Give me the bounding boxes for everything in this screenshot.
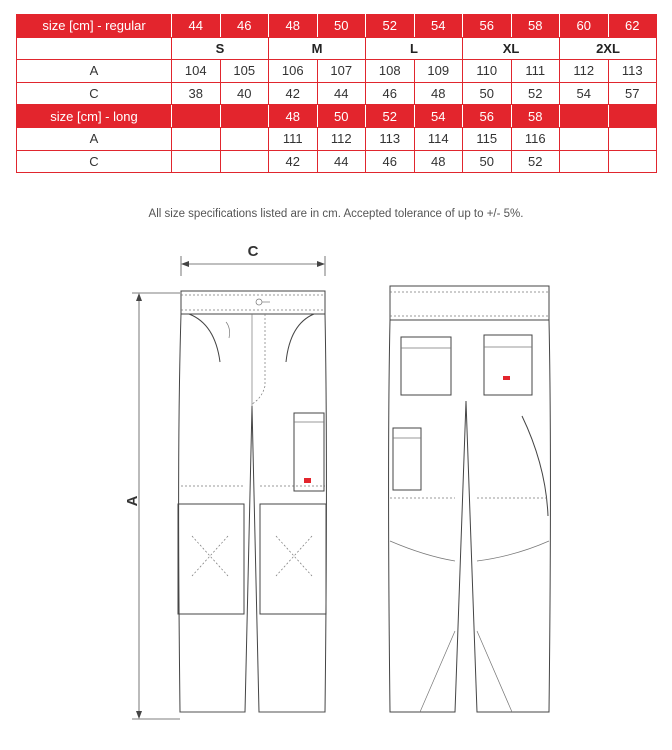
table-cell: 48	[414, 150, 463, 173]
table-cell: 40	[220, 82, 269, 105]
back-label-tag	[503, 376, 510, 380]
regular-size-label: size [cm] - regular	[17, 15, 172, 38]
table-cell	[172, 150, 221, 173]
row-label: C	[17, 82, 172, 105]
table-cell: 110	[463, 60, 512, 83]
table-cell	[608, 127, 657, 150]
table-cell: 111	[511, 60, 560, 83]
size-group-cell: 2XL	[560, 37, 657, 60]
row-label: A	[17, 127, 172, 150]
size-group-cell: S	[172, 37, 269, 60]
regular-size-header-row	[17, 15, 657, 38]
long-size-cell: 56	[463, 105, 512, 128]
table-cell	[608, 150, 657, 173]
table-cell	[172, 127, 221, 150]
long-size-header-row	[17, 105, 657, 128]
regular-a-row	[17, 60, 657, 83]
table-cell: 50	[463, 150, 512, 173]
regular-size-cell: 54	[414, 15, 463, 38]
table-cell: 38	[172, 82, 221, 105]
regular-size-cell: 46	[220, 15, 269, 38]
long-size-cell	[608, 105, 657, 128]
table-cell: 42	[269, 82, 318, 105]
table-cell: 115	[463, 127, 512, 150]
size-group-cell: XL	[463, 37, 560, 60]
front-label-tag	[304, 478, 311, 483]
long-size-cell	[172, 105, 221, 128]
table-cell: 106	[269, 60, 318, 83]
table-cell	[220, 150, 269, 173]
size-group-empty-cell	[17, 37, 172, 60]
long-size-cell: 58	[511, 105, 560, 128]
table-cell: 52	[511, 82, 560, 105]
table-cell: 112	[560, 60, 609, 83]
table-cell: 116	[511, 127, 560, 150]
table-cell: 107	[317, 60, 366, 83]
dimension-a-label: A	[124, 495, 141, 507]
long-size-cell: 52	[366, 105, 415, 128]
regular-size-cell: 56	[463, 15, 512, 38]
regular-c-row	[17, 82, 657, 105]
table-cell: 113	[608, 60, 657, 83]
regular-size-cell: 58	[511, 15, 560, 38]
long-size-cell: 48	[269, 105, 318, 128]
table-cell: 46	[366, 82, 415, 105]
table-cell: 104	[172, 60, 221, 83]
size-group-cell: L	[366, 37, 463, 60]
size-table	[16, 14, 657, 173]
regular-size-cell: 62	[608, 15, 657, 38]
long-size-cell	[560, 105, 609, 128]
front-view-trousers	[178, 291, 327, 712]
table-cell: 44	[317, 150, 366, 173]
table-cell: 54	[560, 82, 609, 105]
long-size-label: size [cm] - long	[17, 105, 172, 128]
regular-size-cell: 44	[172, 15, 221, 38]
dimension-c-label: C	[247, 243, 259, 260]
table-cell: 52	[511, 150, 560, 173]
table-cell: 113	[366, 127, 415, 150]
table-cell: 111	[269, 127, 318, 150]
table-cell: 46	[366, 150, 415, 173]
long-size-cell	[220, 105, 269, 128]
size-group-row	[17, 37, 657, 60]
table-cell: 108	[366, 60, 415, 83]
row-label: C	[17, 150, 172, 173]
table-cell: 50	[463, 82, 512, 105]
dimension-a	[124, 293, 180, 719]
back-view-trousers	[389, 286, 551, 712]
table-cell: 105	[220, 60, 269, 83]
trousers-technical-drawing	[0, 236, 672, 746]
regular-size-cell: 52	[366, 15, 415, 38]
regular-size-cell: 60	[560, 15, 609, 38]
table-cell	[560, 127, 609, 150]
table-cell: 114	[414, 127, 463, 150]
table-cell	[560, 150, 609, 173]
long-c-row	[17, 150, 657, 173]
table-cell: 112	[317, 127, 366, 150]
dimension-c	[181, 243, 325, 276]
size-group-cell: M	[269, 37, 366, 60]
row-label: A	[17, 60, 172, 83]
table-cell: 44	[317, 82, 366, 105]
long-size-cell: 50	[317, 105, 366, 128]
tolerance-note: All size specifications listed are in cm. Accepted tolerance of up to +/- 5%.	[148, 208, 524, 220]
table-cell: 48	[414, 82, 463, 105]
table-cell: 109	[414, 60, 463, 83]
table-cell: 57	[608, 82, 657, 105]
long-size-cell: 54	[414, 105, 463, 128]
table-cell: 42	[269, 150, 318, 173]
table-cell	[220, 127, 269, 150]
regular-size-cell: 48	[269, 15, 318, 38]
regular-size-cell: 50	[317, 15, 366, 38]
long-a-row	[17, 127, 657, 150]
